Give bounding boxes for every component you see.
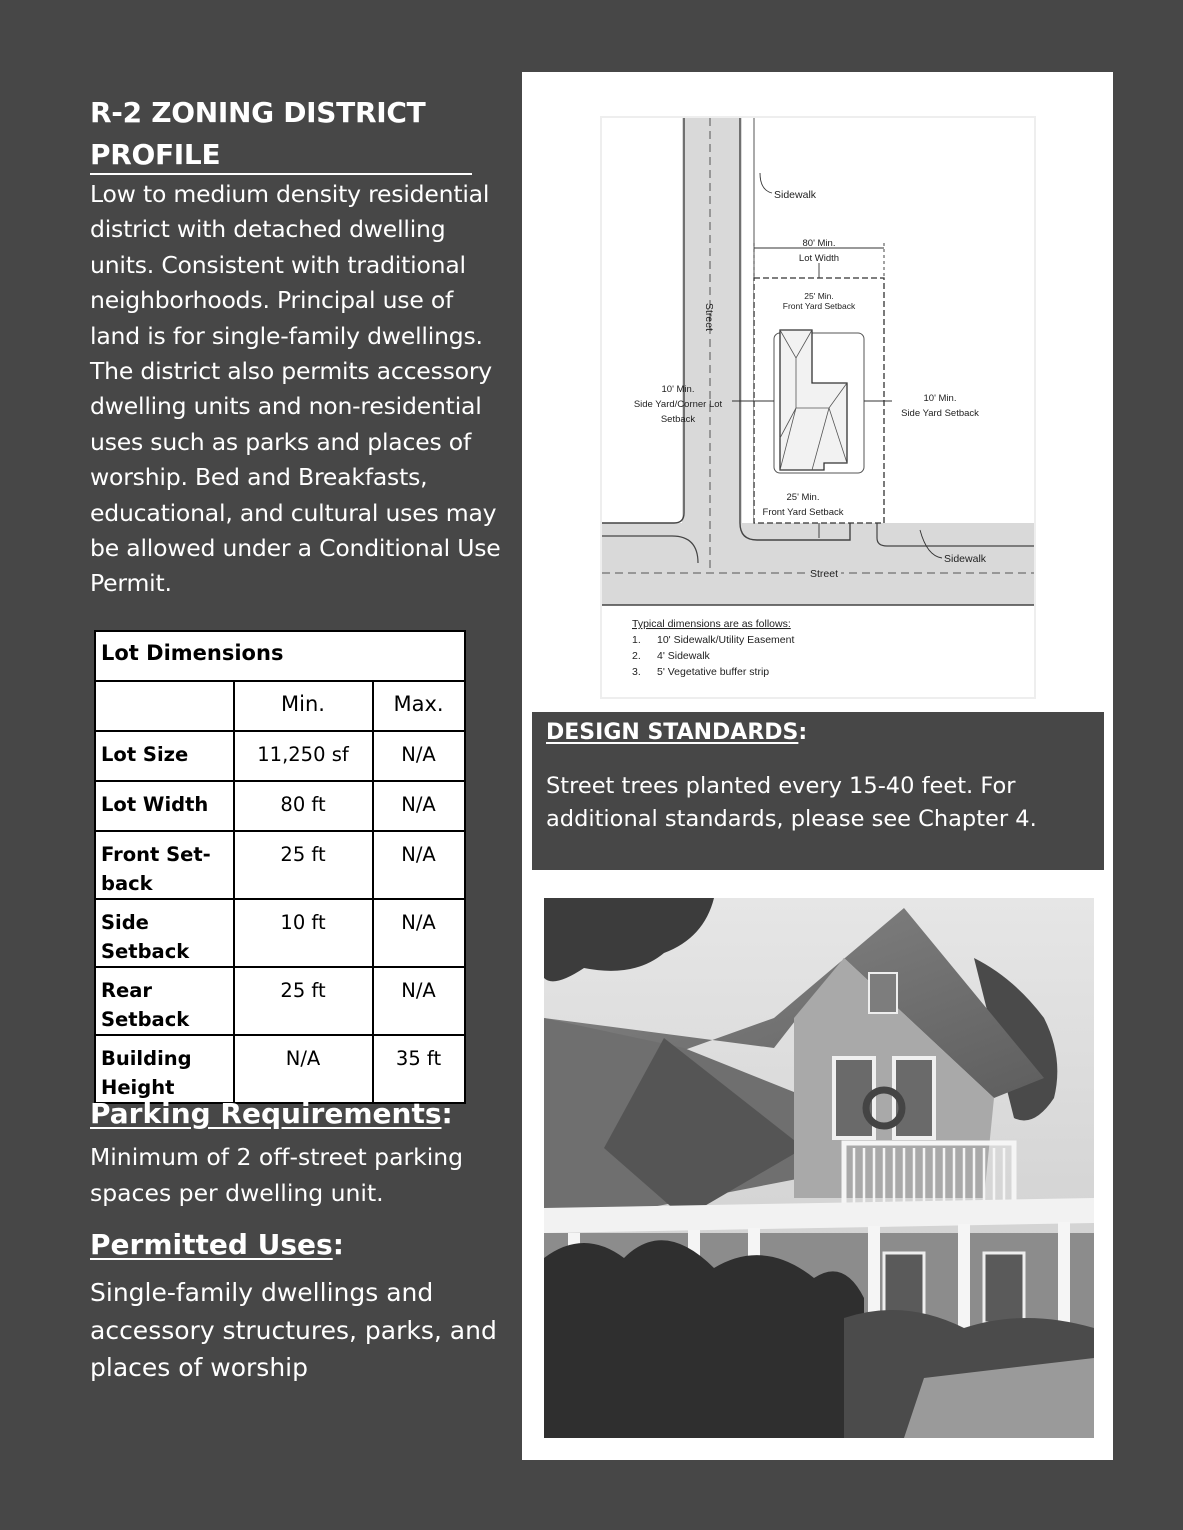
row-max: N/A bbox=[373, 731, 465, 781]
lot-layout-diagram bbox=[600, 116, 1036, 699]
porch-door bbox=[984, 1253, 1024, 1323]
row-min: 11,250 sf bbox=[234, 731, 373, 781]
row-max: N/A bbox=[373, 899, 465, 967]
note-text: 10' Sidewalk/Utility Easement bbox=[657, 634, 795, 646]
road-edge-left bbox=[602, 118, 684, 523]
house-photo bbox=[544, 898, 1094, 1438]
row-min: 25 ft bbox=[234, 831, 373, 899]
row-min: N/A bbox=[234, 1035, 373, 1103]
side-right-label-1: 10' Min. bbox=[923, 393, 957, 404]
row-label: Lot Width bbox=[95, 781, 234, 831]
row-max: N/A bbox=[373, 831, 465, 899]
table-row bbox=[95, 731, 465, 781]
permitted-uses-heading-text: Permitted Uses bbox=[90, 1228, 333, 1261]
note-text: 4' Sidewalk bbox=[657, 650, 710, 662]
front-setback-top-label-2: Front Yard Setback bbox=[782, 301, 856, 311]
lot-diagram-svg bbox=[602, 118, 1034, 697]
col-header-min: Min. bbox=[234, 681, 373, 731]
row-label: Side Setback bbox=[95, 899, 234, 967]
row-max: 35 ft bbox=[373, 1035, 465, 1103]
parking-heading-colon: : bbox=[441, 1097, 453, 1130]
street-horizontal-label: Street bbox=[809, 568, 839, 580]
row-max: N/A bbox=[373, 967, 465, 1035]
note-number: 2. bbox=[632, 650, 641, 662]
house-photo-illustration bbox=[544, 898, 1094, 1438]
front-setback-top-label-1: 25' Min. bbox=[804, 291, 834, 301]
front-setback-bottom-label-1: 25' Min. bbox=[786, 492, 820, 503]
design-standards-heading-text: DESIGN STANDARDS bbox=[546, 720, 799, 745]
permitted-uses-heading bbox=[90, 1228, 344, 1261]
parking-heading bbox=[90, 1097, 453, 1130]
table-row bbox=[95, 831, 465, 899]
sidewalk-right-label: Sidewalk bbox=[944, 553, 987, 565]
lot-width-label-2: Lot Width bbox=[798, 253, 840, 264]
row-min: 25 ft bbox=[234, 967, 373, 1035]
row-max: N/A bbox=[373, 781, 465, 831]
parking-heading-text: Parking Requirements bbox=[90, 1097, 442, 1130]
row-label: Building Height bbox=[95, 1035, 234, 1103]
row-label: Lot Size bbox=[95, 731, 234, 781]
side-left-label-2: Side Yard/Corner Lot bbox=[633, 399, 723, 410]
row-min: 10 ft bbox=[234, 899, 373, 967]
note-number: 3. bbox=[632, 666, 641, 678]
table-row bbox=[95, 967, 465, 1035]
sidewalk-top-leader bbox=[760, 173, 772, 193]
table-row bbox=[95, 1035, 465, 1103]
permitted-uses-text: Single-family dwellings and accessory structures, parks, and places of worship bbox=[90, 1278, 497, 1382]
row-label: Front Set-back bbox=[95, 831, 234, 899]
dimensions-notes-heading: Typical dimensions are as follows: bbox=[632, 618, 791, 630]
col-header-max: Max. bbox=[373, 681, 465, 731]
parking-text: Minimum of 2 off-street parking spaces per dwelling unit. bbox=[90, 1143, 464, 1207]
profile-section bbox=[90, 92, 510, 602]
row-label: Rear Setback bbox=[95, 967, 234, 1035]
lot-dimensions-heading: Lot Dimensions bbox=[95, 631, 465, 681]
design-standards-box bbox=[532, 712, 1104, 870]
side-right-label-2: Side Yard Setback bbox=[901, 408, 979, 419]
table-corner-cell bbox=[95, 681, 234, 731]
note-number: 1. bbox=[632, 634, 641, 646]
title-line-2: PROFILE bbox=[90, 138, 221, 171]
district-description: Low to medium density residential district with detached dwelling units. Consistent with traditional neighborhoods. Principal use of land is for single-family dwellings. The district also permits accessory dwelling units and non-residential uses such as parks and places of worship. Bed and Breakfasts, educational, and cultural uses may be allowed under a Conditional Use Permit. bbox=[90, 180, 501, 598]
side-left-label-1: 10' Min. bbox=[661, 384, 695, 395]
design-standards-heading bbox=[546, 720, 807, 745]
page-title bbox=[90, 92, 472, 176]
lot-width-label-1: 80' Min. bbox=[802, 238, 836, 249]
row-min: 80 ft bbox=[234, 781, 373, 831]
street-vertical-label: Street bbox=[703, 303, 715, 332]
table-row bbox=[95, 781, 465, 831]
side-left-label-3: Setback bbox=[660, 414, 696, 425]
permitted-uses-heading-colon: : bbox=[332, 1228, 344, 1261]
table-row bbox=[95, 899, 465, 967]
attic-vent bbox=[869, 973, 897, 1013]
design-standards-heading-colon: : bbox=[798, 720, 808, 745]
front-setback-bottom-label-2: Front Yard Setback bbox=[762, 507, 844, 518]
title-line-1: R-2 ZONING DISTRICT bbox=[90, 96, 426, 129]
sidewalk-top-label: Sidewalk bbox=[774, 189, 817, 201]
note-text: 5' Vegetative buffer strip bbox=[657, 666, 770, 678]
design-standards-text: Street trees planted every 15-40 feet. For additional standards, please see Chapter 4. bbox=[546, 773, 1037, 832]
lot-dimensions-table bbox=[94, 630, 466, 1104]
